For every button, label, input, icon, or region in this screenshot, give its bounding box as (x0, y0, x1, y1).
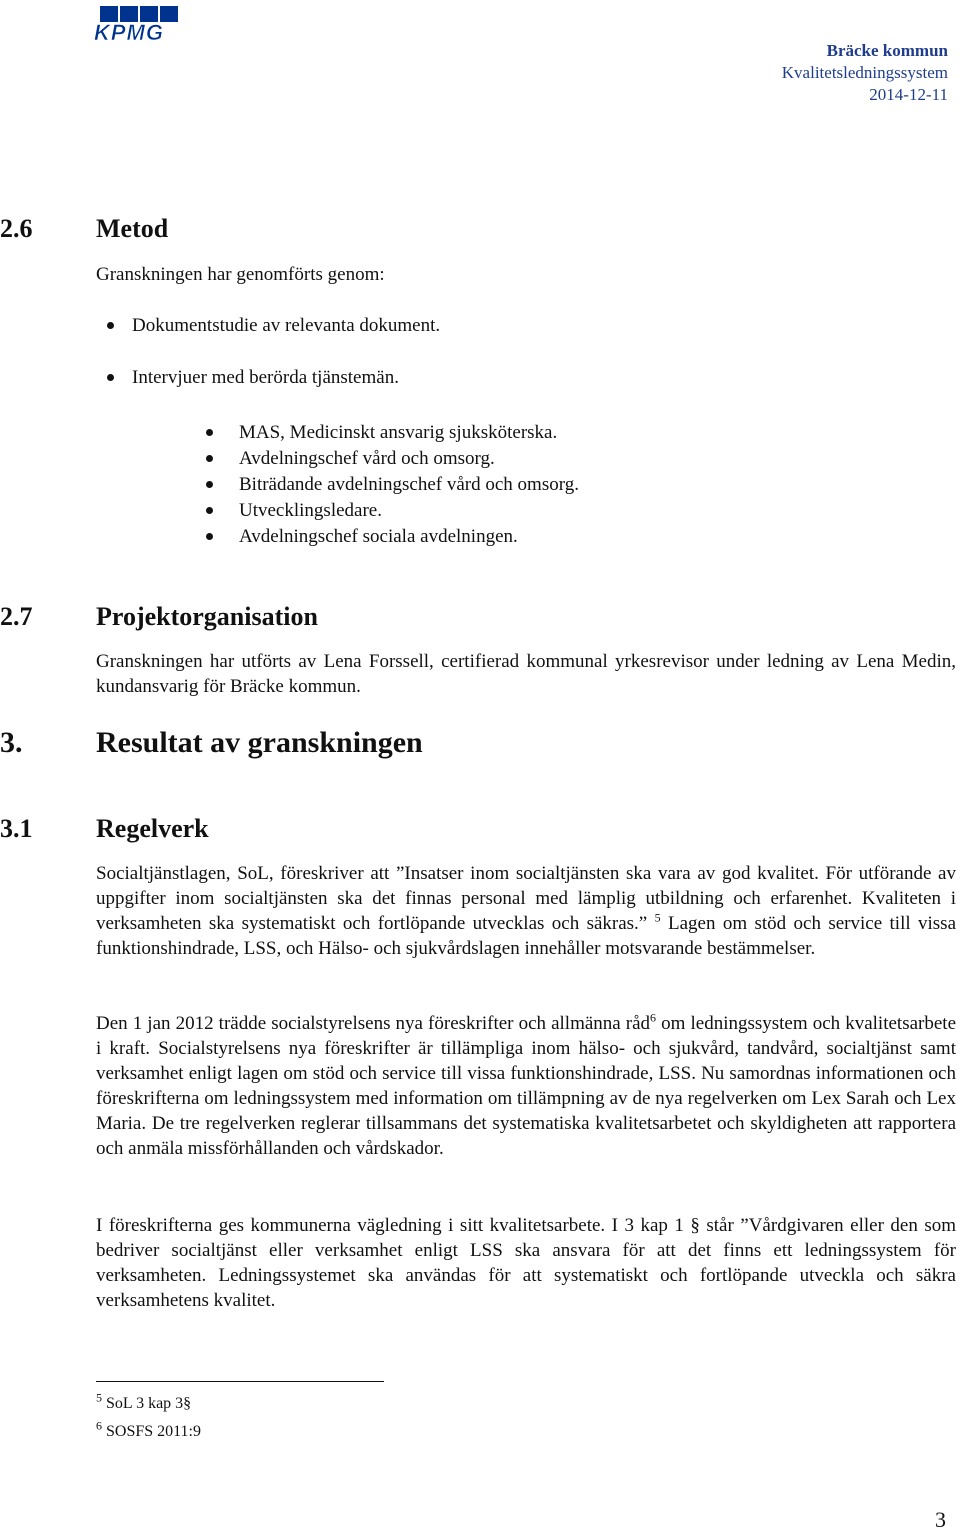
footnote-number: 6 (96, 1418, 102, 1433)
method-bullet: Dokumentstudie av relevanta dokument. (132, 315, 441, 336)
bullet-icon (107, 374, 114, 381)
regelverk-paragraph-3: I föreskrifterna ges kommunerna vägledning i sitt kvalitetsarbete. I 3 kap 1 § står ”Vårdgivaren eller den som bedriver socialtjänst eller verksamhet enligt LSS ska ansvara för att det finns ett ledningssystem för verksamheten. Ledningssystemet ska användas för att systematiskt och fortlöpande utveckla och säkra verksamhetens kvalitet. (96, 1215, 956, 1311)
section-number: 3.1 (0, 814, 33, 843)
paragraph-text: Den 1 jan 2012 trädde socialstyrelsens nya föreskrifter och allmänna råd (96, 1013, 651, 1034)
kpmg-logo (92, 6, 184, 44)
footnote-text: SOSFS 2011:9 (106, 1423, 201, 1440)
footnote-separator (96, 1381, 384, 1382)
footnote-text: SoL 3 kap 3§ (106, 1395, 192, 1412)
header-organization: Bräcke kommun (826, 41, 948, 60)
regelverk-paragraph-2 (96, 1011, 956, 1161)
bullet-icon (107, 322, 114, 329)
interviewee-bullet: Avdelningschef sociala avdelningen. (239, 526, 518, 547)
paragraph-text: Lagen om stöd och service till vissa funktionshindrade, LSS, och Hälso- och sjukvårdslagen innehåller motsvarande bestämmelser. (96, 913, 957, 959)
interviewee-bullet: Utvecklingsledare. (239, 500, 382, 521)
projektorganisation-text: Granskningen har utförts av Lena Forssell, certifierad kommunal yrkesrevisor under ledning av Lena Medin, kundansvarig för Bräcke kommun. (96, 651, 956, 697)
chapter-title: Resultat av granskningen (96, 726, 423, 759)
kpmg-logo-icon (92, 6, 184, 44)
footnote-reference: 6 (650, 1010, 657, 1025)
section-number: 2.6 (0, 214, 33, 243)
section-title-regelverk: Regelverk (96, 814, 209, 843)
section-number: 2.7 (0, 602, 33, 631)
bullet-icon (206, 533, 213, 540)
regelverk-paragraph-1 (96, 861, 956, 961)
header-date: 2014-12-11 (869, 85, 948, 104)
bullet-icon (206, 429, 213, 436)
chapter-number: 3. (0, 726, 23, 759)
footnote (96, 1390, 192, 1414)
bullet-icon (206, 455, 213, 462)
footnote-number: 5 (96, 1390, 102, 1405)
section-title-projektorganisation: Projektorganisation (96, 602, 318, 631)
bullet-icon (206, 507, 213, 514)
section-title-metod: Metod (96, 214, 169, 243)
header-subject: Kvalitetsledningssystem (781, 63, 948, 82)
page-number: 3 (935, 1507, 946, 1532)
interviewee-bullet: Avdelningschef vård och omsorg. (239, 448, 495, 469)
document-header (782, 40, 948, 106)
footnote-reference: 5 (654, 910, 661, 925)
paragraph-text: om ledningssystem och kvalitetsarbete i kraft. Socialstyrelsens nya föreskrifter är tillämpliga inom hälso- och sjukvård, tandvård, socialtjänst samt verksamhet enligt lagen om stöd och service till vissa funktionshindrade, LSS. Nu samordnas informationen och föreskrifterna om ledningssystem med information om tillämpning av de nya regelverken om Lex Sarah och Lex Maria. De tre regelverken reglerar tillsammans det systematiska kvalitetsarbetet och skyldigheten att rapportera och anmäla missförhållanden och vårdskador. (96, 1013, 957, 1159)
paragraph-text: Socialtjänstlagen, SoL, föreskriver att ”Insatser inom socialtjänsten ska vara av god kvalitet. För utförande av uppgifter inom socialtjänsten ska det finnas personal med lämplig utbildning och erfarenhet. Kvaliteten i verksamheten ska systematiskt och fortlöpande utvecklas och säkras.” (96, 863, 956, 934)
method-bullet: Intervjuer med berörda tjänstemän. (132, 367, 399, 388)
kpmg-logo-text: KPMG (94, 20, 164, 44)
footnote (96, 1418, 201, 1442)
interviewee-bullet: Biträdande avdelningschef vård och omsorg. (239, 474, 579, 495)
bullet-icon (206, 481, 213, 488)
interviewee-bullet: MAS, Medicinskt ansvarig sjuksköterska. (239, 422, 558, 443)
metod-intro: Granskningen har genomförts genom: (96, 264, 385, 285)
